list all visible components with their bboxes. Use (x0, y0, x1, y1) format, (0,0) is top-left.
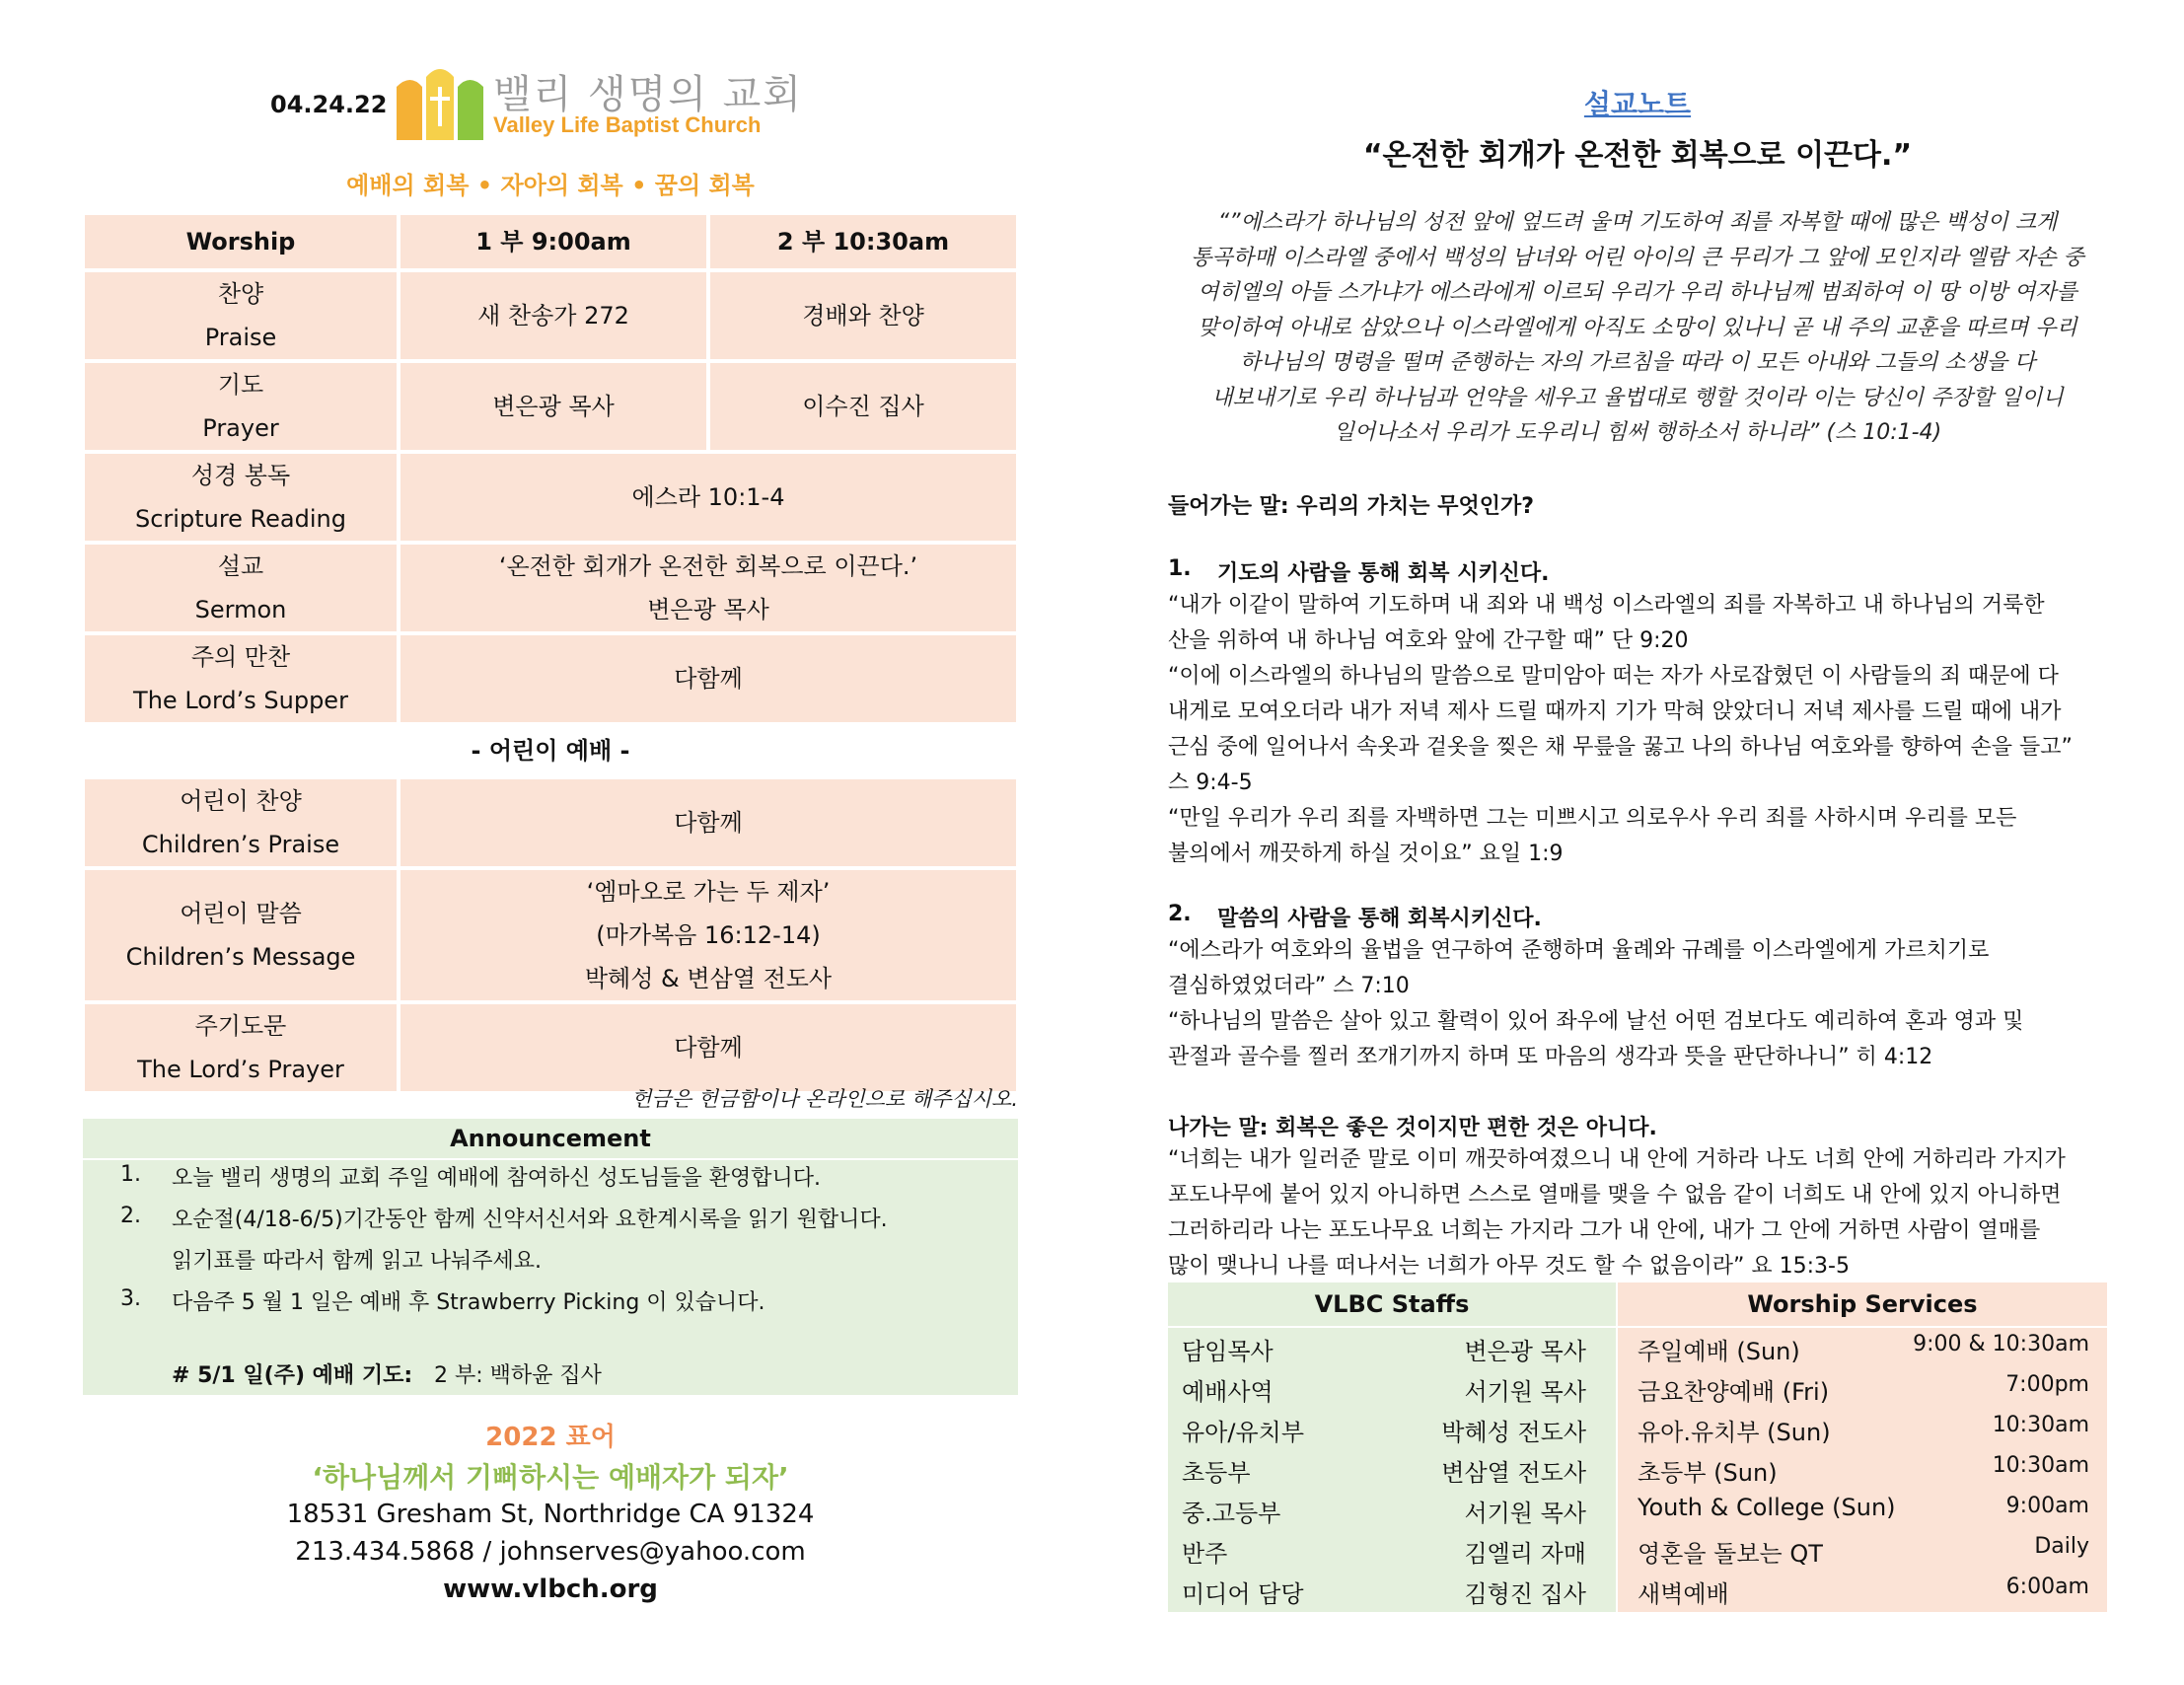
church-theme: 예배의 회복 • 자아의 회복 • 꿈의 회복 (346, 172, 755, 199)
service-time: 10:30am (1992, 1453, 2089, 1478)
staff-role: 미디어 담당 (1182, 1580, 1304, 1608)
service-name: Youth & College (Sun) (1638, 1494, 1896, 1521)
point1-body (1168, 588, 2105, 872)
conclusion-line: 그러하리라 나는 포도나무요 너희는 가지라 그가 내 안에, 내가 그 안에 거하면 사람이 열매를 (1168, 1218, 2041, 1243)
announcement-item: 오늘 밸리 생명의 교회 주일 예배에 참여하신 성도님들을 환영합니다. (172, 1166, 821, 1191)
supper-label-en: The Lord’s Supper (133, 687, 348, 714)
point1-line: 근심 중에 일어나서 속옷과 겉옷을 찢은 채 무릎을 꿇고 나의 하나님 여호와를 향하여 손을 들고” (1168, 735, 2073, 760)
service-time: 9:00am (2005, 1494, 2089, 1518)
child-message-label-en: Children’s Message (125, 943, 356, 971)
lords-prayer-label (83, 1002, 399, 1093)
praise-label-ko: 찬양 (217, 280, 264, 308)
prayer-second: 이수진 집사 (708, 361, 1018, 452)
announcement-item: 오순절(4/18-6/5)기간동안 함께 신약서신서와 요한계시록을 읽기 원합니다. (172, 1208, 888, 1232)
church-address: 18531 Gresham St, Northridge CA 91324 (286, 1500, 815, 1529)
offering-note: 헌금은 헌금함이나 온라인으로 해주십시오. (631, 1087, 1018, 1111)
children-worship-divider (83, 724, 1018, 777)
staff-role: 예배사역 (1182, 1378, 1274, 1406)
sermon-preacher: 변은광 목사 (647, 596, 769, 623)
staff-role: 중.고등부 (1182, 1500, 1281, 1527)
scripture-line: 통곡하매 이스라엘 중에서 백성의 남녀와 어린 아이의 큰 무리가 그 앞에 모인지라 엘람 자손 중 (1191, 245, 2084, 270)
children-worship-label: - 어린이 예배 - (83, 724, 1018, 777)
table-row (83, 452, 1018, 543)
church-name-korean: 밸리 생명의 교회 (493, 72, 803, 117)
col-header-worship: Worship (83, 213, 399, 270)
point1-number: 1. (1168, 556, 1192, 581)
point1-heading: 기도의 사람을 통해 회복 시키신다. (1217, 561, 1550, 586)
year-motto: ‘하나님께서 기뻐하시는 예배자가 되자’ (312, 1461, 789, 1494)
col-header-second-service: 2 부 10:30am (708, 213, 1018, 270)
sermon-notes-label: 설교노트 (1583, 88, 1692, 120)
staff-name: 김엘리 자매 (1464, 1540, 1586, 1568)
scripture-line: 맞이하여 아내로 삼았으나 이스라엘에게 아직도 소망이 있나니 곧 내 주의 교훈을 따르며 우리 (1198, 315, 2077, 340)
prayer-label-en: Prayer (202, 414, 279, 442)
table-row (83, 1002, 1018, 1093)
staff-role: 반주 (1182, 1540, 1228, 1568)
supper-value: 다함께 (399, 633, 1018, 724)
scripture-passage (1164, 205, 2111, 451)
point2-heading: 말씀의 사람을 통해 회복시키신다. (1217, 907, 1542, 931)
table-row (83, 543, 1018, 633)
conclusion-line: 포도나무에 붙어 있지 아니하면 스스로 열매를 맺을 수 없음 같이 너희도 내 안에 있지 아니하면 (1168, 1183, 2062, 1208)
prayer-label-ko: 기도 (217, 371, 264, 399)
service-name: 금요찬양예배 (Fri) (1638, 1378, 1830, 1406)
lords-prayer-label-ko: 주기도문 (194, 1012, 287, 1040)
reading-value: 에스라 10:1-4 (399, 452, 1018, 543)
child-praise-label-ko: 어린이 찬양 (180, 787, 302, 815)
announcement-number: 2. (120, 1204, 141, 1228)
child-message-label-ko: 어린이 말씀 (180, 900, 302, 927)
staff-name: 변은광 목사 (1464, 1338, 1586, 1365)
sermon-value (399, 543, 1018, 633)
service-time: 7:00pm (2005, 1372, 2089, 1397)
staff-role: 담임목사 (1182, 1338, 1274, 1365)
praise-label-en: Praise (204, 324, 277, 351)
table-header-row (83, 213, 1018, 270)
service-time: 9:00 & 10:30am (1913, 1332, 2089, 1356)
next-prayer-value: 2 부: 백하윤 집사 (434, 1363, 602, 1388)
point1-line: 스 9:4-5 (1168, 770, 1253, 795)
point2-line: 관절과 골수를 찔러 쪼개기까지 하며 또 마음의 생각과 뜻을 판단하나니” 히 4:12 (1168, 1045, 1933, 1069)
table-row (83, 777, 1018, 868)
child-message-label (83, 868, 399, 1002)
conclusion-body (1168, 1142, 2105, 1284)
service-name: 초등부 (Sun) (1638, 1459, 1778, 1487)
point2-line: “하나님의 말씀은 살아 있고 활력이 있어 좌우에 날선 어떤 검보다도 예리하여 혼과 영과 및 (1168, 1009, 2024, 1034)
praise-first: 새 찬송가 272 (399, 270, 708, 361)
table-row (83, 868, 1018, 1002)
point1-line: 산을 위하여 내 하나님 여호와 앞에 간구할 때” 단 9:20 (1168, 628, 1689, 653)
intro-heading: 들어가는 말: 우리의 가치는 무엇인가? (1168, 494, 1534, 519)
scripture-line: 내보내기로 우리 하나님과 언약을 세우고 율법대로 행할 것이라 이는 당신이 주장할 일이니 (1211, 385, 2064, 410)
service-name: 새벽예배 (1638, 1580, 1729, 1608)
table-row (83, 633, 1018, 724)
next-prayer-label: # 5/1 일(주) 예배 기도: (172, 1363, 413, 1388)
sermon-label-en: Sermon (194, 596, 287, 623)
announcement-title: Announcement (83, 1119, 1018, 1160)
point2-line: 결심하였었더라” 스 7:10 (1168, 974, 1410, 998)
staff-role: 유아/유치부 (1182, 1419, 1305, 1446)
bulletin-date: 04.24.22 (270, 91, 388, 118)
lords-prayer-value: 다함께 (399, 1002, 1018, 1093)
staff-role: 초등부 (1182, 1459, 1251, 1487)
service-name: 영혼을 돌보는 QT (1638, 1540, 1823, 1568)
prayer-first: 변은광 목사 (399, 361, 708, 452)
point2-body (1168, 933, 2105, 1075)
staffs-title: VLBC Staffs (1168, 1282, 1616, 1328)
supper-label-ko: 주의 만찬 (190, 643, 291, 671)
child-message-value (399, 868, 1018, 1002)
announcement-number: 3. (120, 1286, 141, 1311)
table-row (83, 270, 1018, 361)
church-name-english: Valley Life Baptist Church (493, 112, 762, 137)
conclusion-line: “너희는 내가 일러준 말로 이미 깨끗하여졌으니 내 안에 거하라 나도 너희 안에 거하리라 가지가 (1168, 1147, 2066, 1172)
lords-prayer-label-en: The Lord’s Prayer (137, 1056, 344, 1083)
col-header-first-service: 1 부 9:00am (399, 213, 708, 270)
scripture-line: “”에스라가 하나님의 성전 앞에 엎드려 울며 기도하여 죄를 자복할 때에 많은 백성이 크게 (1217, 210, 2058, 235)
sermon-title: ‘온전한 회개가 온전한 회복으로 이끈다.’ (498, 552, 918, 580)
church-contact: 213.434.5868 / johnserves@yahoo.com (295, 1537, 806, 1567)
church-logo-icon (395, 65, 485, 140)
prayer-label (83, 361, 399, 452)
service-time: 6:00am (2005, 1575, 2089, 1599)
staff-name: 김형진 집사 (1464, 1580, 1586, 1608)
scripture-line: 여히엘의 아들 스가냐가 에스라에게 이르되 우리가 우리 하나님께 범죄하여 이 땅 이방 여자를 (1198, 280, 2077, 305)
point1-line: 불의에서 깨끗하게 하실 것이요” 요일 1:9 (1168, 842, 1564, 866)
reading-label-en: Scripture Reading (135, 505, 346, 533)
reading-label-ko: 성경 봉독 (190, 462, 291, 489)
service-time: 10:30am (1992, 1413, 2089, 1437)
staff-name: 서기원 목사 (1464, 1500, 1586, 1527)
staff-name: 박혜성 전도사 (1441, 1419, 1586, 1446)
reading-label (83, 452, 399, 543)
service-time: Daily (2034, 1534, 2089, 1559)
staff-name: 서기원 목사 (1464, 1378, 1586, 1406)
child-praise-value: 다함께 (399, 777, 1018, 868)
point2-line: “에스라가 여호와의 율법을 연구하여 준행하며 율례와 규례를 이스라엘에게 가르치기로 (1168, 938, 1990, 963)
child-message-speakers: 박혜성 & 변삼열 전도사 (584, 965, 833, 992)
table-row (83, 361, 1018, 452)
child-message-title: ‘엠마오로 가는 두 제자’ (586, 878, 831, 906)
announcement-number: 1. (120, 1162, 141, 1187)
year-motto-title: 2022 표어 (485, 1423, 616, 1452)
supper-label (83, 633, 399, 724)
announcement-item-continued: 읽기표를 따라서 함께 읽고 나눠주세요. (172, 1249, 542, 1274)
sermon-label-ko: 설교 (217, 552, 264, 580)
point1-line: “내가 이같이 말하여 기도하며 내 죄와 내 백성 이스라엘의 죄를 자복하고 내 하나님의 거룩한 (1168, 593, 2045, 618)
services-title: Worship Services (1618, 1282, 2107, 1328)
scripture-line: 일어나소서 우리가 도우리니 힘써 행하소서 하니라” (스 10:1-4) (1333, 420, 1942, 445)
staff-name: 변삼열 전도사 (1441, 1459, 1586, 1487)
child-praise-label (83, 777, 399, 868)
announcement-item: 다음주 5 월 1 일은 예배 후 Strawberry Picking 이 있습니다. (172, 1290, 765, 1315)
sermon-label (83, 543, 399, 633)
point1-line: “만일 우리가 우리 죄를 자백하면 그는 미쁘시고 의로우사 우리 죄를 사하시며 우리를 모든 (1168, 806, 2017, 831)
point1-line: 내게로 모여오더라 내가 저녁 제사 드릴 때까지 기가 막혀 앉았더니 저녁 제사를 드릴 때에 내가 (1168, 699, 2062, 724)
point2-number: 2. (1168, 902, 1192, 926)
child-message-ref: (마가복음 16:12-14) (596, 921, 821, 949)
service-name: 주일예배 (Sun) (1638, 1338, 1800, 1365)
conclusion-heading: 나가는 말: 회복은 좋은 것이지만 편한 것은 아니다. (1168, 1116, 1657, 1140)
scripture-line: 하나님의 명령을 떨며 준행하는 자의 가르침을 따라 이 모든 아내와 그들의 소생을 다 (1239, 350, 2036, 375)
praise-label (83, 270, 399, 361)
conclusion-line: 많이 맺나니 나를 떠나서는 너희가 아무 것도 할 수 없음이라” 요 15:3-5 (1168, 1254, 1850, 1279)
child-praise-label-en: Children’s Praise (141, 831, 340, 858)
point1-line: “이에 이스라엘의 하나님의 말씀으로 말미암아 떠는 자가 사로잡혔던 이 사람들의 죄 때문에 다 (1168, 664, 2059, 689)
service-name: 유아.유치부 (Sun) (1638, 1419, 1831, 1446)
sermon-notes-title: “온전한 회개가 온전한 회복으로 이끈다.” (1362, 138, 1913, 173)
church-website: www.vlbch.org (443, 1575, 658, 1604)
praise-second: 경배와 찬양 (708, 270, 1018, 361)
worship-order-table (83, 213, 1018, 1093)
